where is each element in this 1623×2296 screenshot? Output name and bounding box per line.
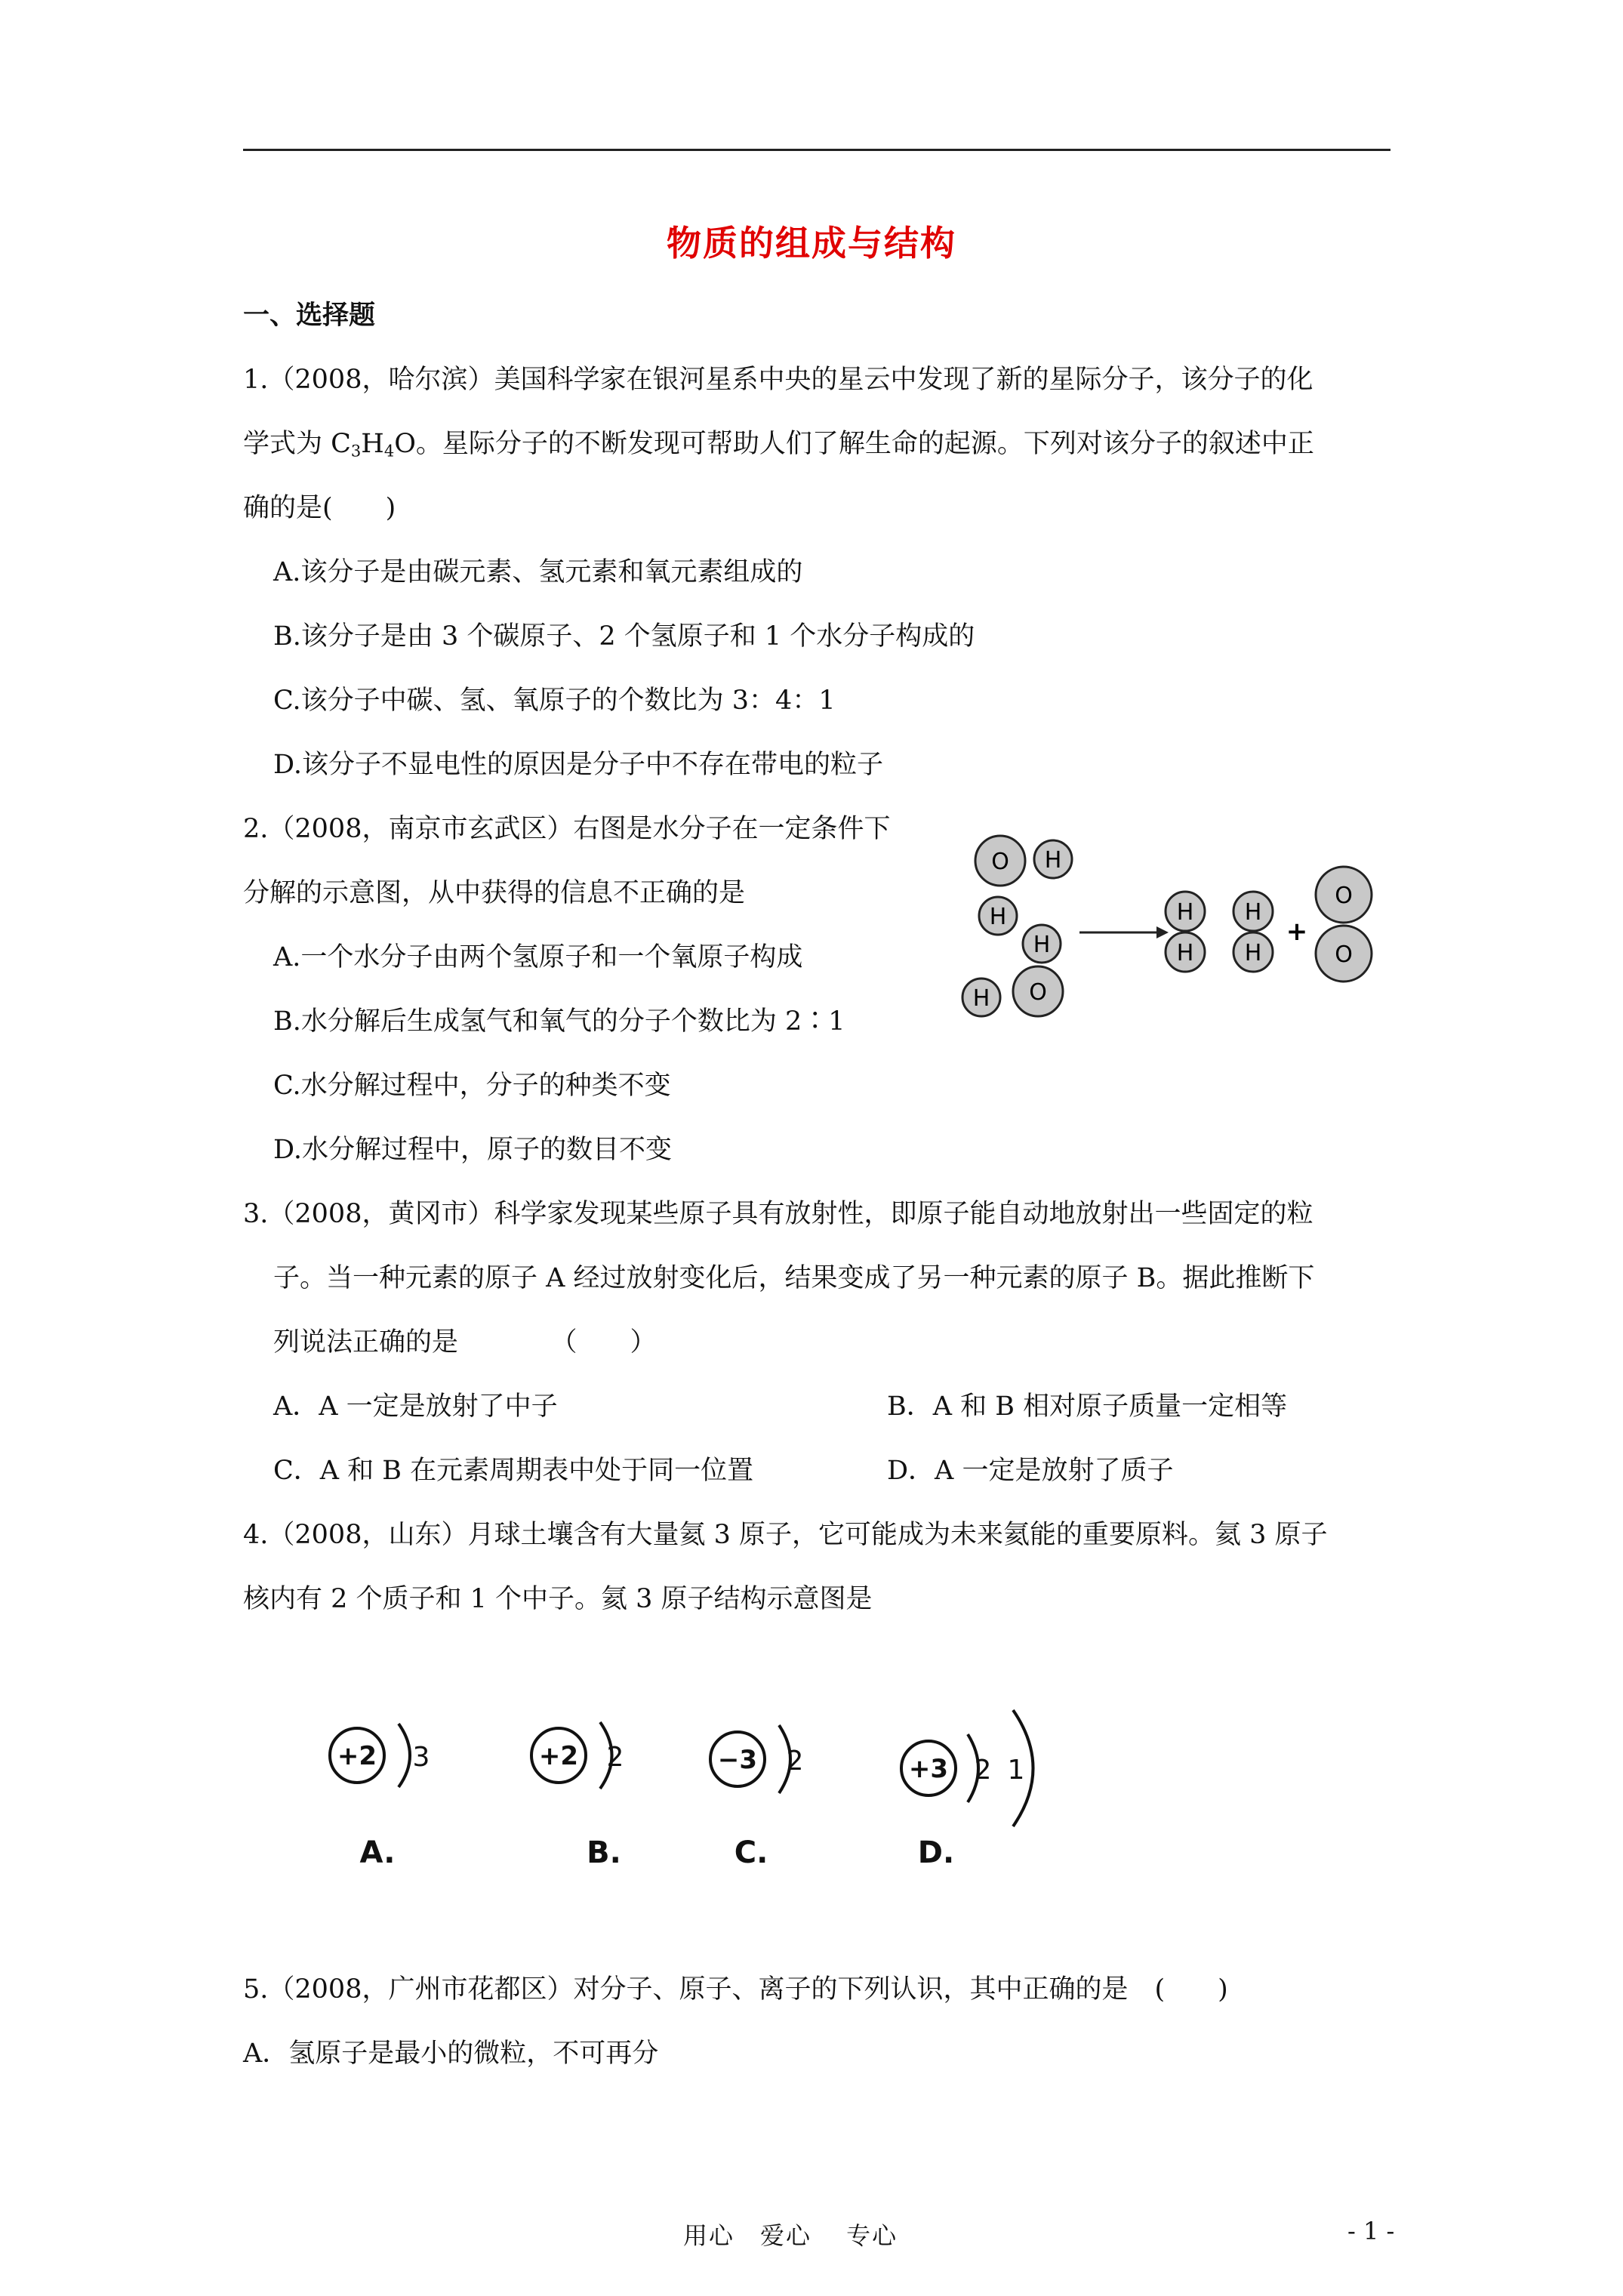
diagram-label-c: C. — [734, 1835, 768, 1870]
atom-label: H — [1033, 932, 1051, 958]
q5-line1: 5.（2008，广州市花都区）对分子、原子、离子的下列认识，其中正确的是 ( ) — [243, 1974, 1228, 2005]
q3-line2: 子。当一种元素的原子 A 经过放射变化后，结果变成了另一种元素的原子 B。据此推断下 — [273, 1263, 1315, 1293]
q4-line1: 4.（2008，山东）月球土壤含有大量氦 3 原子，它可能成为未来氦能的重要原料。氦 3 原子 — [243, 1520, 1328, 1550]
arrow-icon — [1079, 926, 1169, 938]
hydrogen-molecule-1 — [1166, 892, 1205, 972]
q1-option-c: C.该分子中碳、氢、氧原子的个数比为 3：4：1 — [273, 686, 836, 716]
nucleus-a: +2 — [337, 1741, 377, 1771]
q1-option-d: D.该分子不显电性的原因是分子中不存在带电的粒子 — [273, 750, 883, 780]
shell-b-1: 2 — [606, 1742, 624, 1773]
q5-option-a: A．氢原子是最小的微粒，不可再分 — [243, 2039, 659, 2069]
q1-option-b: B.该分子是由 3 个碳原子、2 个氢原子和 1 个水分子构成的 — [273, 621, 975, 652]
q2-option-a: A.一个水分子由两个氢原子和一个氧原子构成 — [273, 942, 803, 972]
q2-line1: 2.（2008，南京市玄武区）右图是水分子在一定条件下 — [243, 814, 891, 844]
q3-line1: 3.（2008，黄冈市）科学家发现某些原子具有放射性，即原子能自动地放射出一些固定的粒 — [243, 1199, 1313, 1229]
q2-option-c: C.水分解过程中，分子的种类不变 — [273, 1071, 671, 1101]
hydrogen-molecule-2 — [1233, 892, 1273, 972]
water-decomposition-figure — [959, 827, 1397, 1038]
q1-line1: 1.（2008，哈尔滨）美国科学家在银河星系中央的星云中发现了新的星际分子，该分子的化 — [243, 365, 1313, 395]
atom-label: O — [991, 849, 1009, 875]
oxygen-molecule — [1316, 867, 1372, 982]
q3-option-d: D．A 一定是放射了质子 — [887, 1456, 1174, 1486]
diagram-label-a: A. — [359, 1835, 396, 1870]
atom-label: H — [1244, 940, 1262, 966]
diagram-label-b: B. — [587, 1835, 621, 1870]
section-heading: 一、选择题 — [243, 300, 376, 331]
q3-option-c: C．A 和 B 在元素周期表中处于同一位置 — [273, 1456, 754, 1486]
header-rule — [243, 149, 1390, 151]
shell-c-1: 2 — [786, 1746, 804, 1777]
diagram-label-d: D. — [917, 1835, 955, 1870]
plus-sign: + — [1286, 917, 1308, 947]
atom-label: H — [989, 904, 1007, 930]
nucleus-d: +3 — [908, 1754, 949, 1784]
q2-option-b: B.水分解后生成氢气和氧气的分子个数比为 2∶1 — [273, 1006, 845, 1037]
atom-label: H — [972, 985, 990, 1012]
nucleus-b: +2 — [538, 1741, 579, 1771]
footer-motto: 用心 爱心 专心 — [683, 2221, 898, 2250]
atom-label: O — [1335, 942, 1353, 968]
shell-d-1: 2 — [974, 1755, 992, 1786]
water-molecule-2 — [962, 925, 1063, 1016]
page-title: 物质的组成与结构 — [667, 223, 956, 264]
atom-label: O — [1029, 979, 1047, 1006]
q2-line2: 分解的示意图，从中获得的信息不正确的是 — [243, 878, 746, 908]
atom-label: H — [1244, 899, 1262, 926]
atom-label: H — [1044, 847, 1062, 874]
shell-d-2: 1 — [1007, 1755, 1025, 1786]
page-number: - 1 - — [1347, 2217, 1395, 2245]
q3-line3: 列说法正确的是 （ ） — [273, 1327, 657, 1358]
water-molecule-1 — [975, 836, 1072, 935]
nucleus-c: −3 — [717, 1745, 758, 1775]
q3-option-a: A．A 一定是放射了中子 — [273, 1391, 558, 1422]
atom-label: H — [1176, 940, 1194, 966]
q1-option-a: A.该分子是由碳元素、氢元素和氧元素组成的 — [273, 557, 803, 587]
shell-a-1: 3 — [412, 1742, 430, 1773]
atom-structure-figure — [310, 1695, 1049, 1891]
q1-line3: 确的是( ) — [243, 493, 396, 523]
q4-line2: 核内有 2 个质子和 1 个中子。氦 3 原子结构示意图是 — [243, 1584, 873, 1614]
atom-label: O — [1335, 883, 1353, 909]
q3-option-b: B．A 和 B 相对原子质量一定相等 — [887, 1391, 1288, 1422]
q1-line2: 学式为 $C_3H_4O$。星际分子的不断发现可帮助人们了解生命的起源。下列对该分子的叙述中正 — [243, 429, 1314, 461]
q2-option-d: D.水分解过程中，原子的数目不变 — [273, 1135, 672, 1165]
atom-label: H — [1176, 899, 1194, 926]
